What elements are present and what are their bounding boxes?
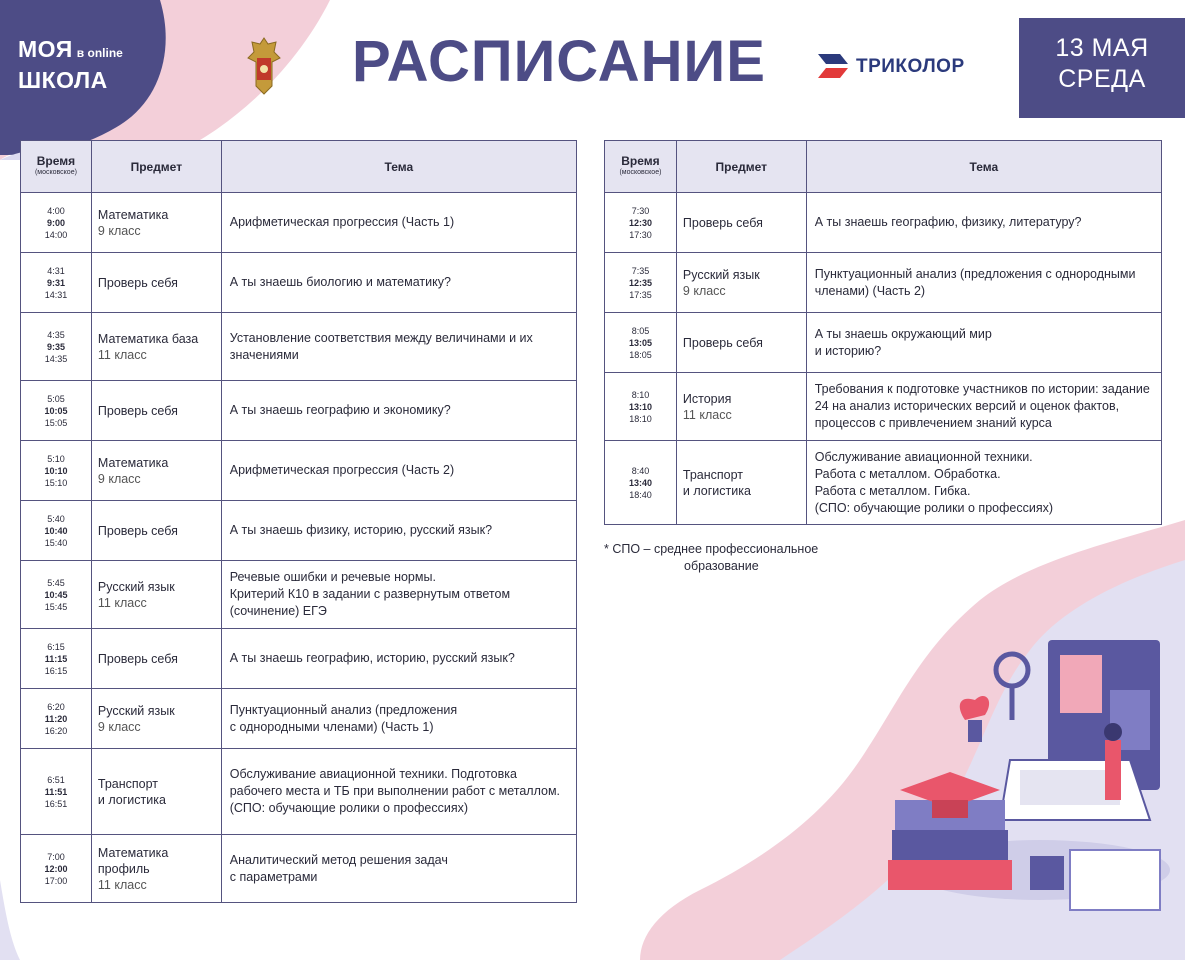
table-row	[21, 313, 577, 381]
time-local-2: 16:15	[44, 665, 68, 676]
table-header-row	[21, 141, 577, 193]
time-local-2: 15:10	[44, 477, 68, 488]
subject-name: Проверь себя	[682, 335, 763, 350]
schedule-table-left	[20, 140, 577, 903]
time-local-1: 8:05	[631, 325, 650, 336]
time-local-1: 4:31	[47, 265, 65, 276]
table-row	[21, 629, 577, 689]
time-local-2: 18:05	[629, 349, 652, 360]
grade-label: 9 класс	[97, 719, 141, 734]
subject-cell	[91, 749, 221, 835]
subject-cell	[91, 561, 221, 629]
logo-sub: в online	[76, 46, 123, 60]
topic-cell: Пунктуационный анализ (предложения с однородными членами) (Часть 1)	[221, 689, 576, 749]
subject-name: Транспорт и логистика	[97, 776, 166, 807]
grade-label: 9 класс	[97, 223, 141, 238]
subject-name: Транспорт и логистика	[682, 467, 751, 498]
logo-line1: МОЯ	[18, 36, 73, 62]
time-cell	[21, 501, 92, 561]
grade-label: 11 класс	[97, 877, 147, 892]
table-header-row	[605, 141, 1162, 193]
topic-cell: А ты знаешь географию и экономику?	[221, 381, 576, 441]
time-local-2: 14:31	[44, 289, 68, 300]
time-moscow: 13:10	[628, 401, 652, 412]
subject-cell	[676, 441, 806, 525]
topic-column-header: Тема	[806, 141, 1161, 193]
footnote-line2: образование	[684, 559, 759, 573]
time-local-2: 14:00	[44, 229, 68, 240]
time-local-2: 16:51	[44, 798, 68, 809]
topic-cell: Обслуживание авиационной техники. Подготовка рабочего места и ТБ при выполнении работ с металлом. (СПО: обучающие ролики о профессиях)	[221, 749, 576, 835]
subject-name: Проверь себя	[97, 523, 178, 538]
topic-cell: Установление соответствия между величинами и их значениями	[221, 313, 576, 381]
time-local-1: 5:45	[47, 577, 65, 588]
time-local-2: 15:40	[44, 537, 68, 548]
topic-cell: Пунктуационный анализ (предложения с однородными членами) (Часть 2)	[806, 253, 1161, 313]
time-cell	[605, 441, 677, 525]
time-cell	[605, 193, 677, 253]
date-day: 13 МАЯ	[1055, 34, 1149, 62]
subject-cell	[91, 835, 221, 903]
topic-cell: А ты знаешь географию, физику, литературу?	[806, 193, 1161, 253]
date-badge	[1019, 18, 1185, 118]
subject-column-header: Предмет	[91, 141, 221, 193]
time-cell	[21, 313, 92, 381]
time-local-2: 15:45	[44, 601, 68, 612]
topic-cell: А ты знаешь физику, историю, русский язык?	[221, 501, 576, 561]
time-cell	[21, 561, 92, 629]
subject-cell	[676, 193, 806, 253]
time-local-1: 8:10	[631, 389, 650, 400]
time-cell	[605, 373, 677, 441]
time-local-2: 17:35	[629, 289, 652, 300]
time-moscow: 12:30	[628, 217, 652, 228]
time-column-header	[605, 141, 677, 193]
time-moscow: 12:00	[44, 863, 68, 874]
subject-cell	[91, 501, 221, 561]
subject-name: Математика	[97, 455, 169, 470]
topic-cell: Арифметическая прогрессия (Часть 2)	[221, 441, 576, 501]
time-local-1: 8:40	[631, 465, 650, 476]
subject-name: Русский язык	[97, 703, 175, 718]
subject-cell	[91, 441, 221, 501]
topic-cell: А ты знаешь географию, историю, русский язык?	[221, 629, 576, 689]
grade-label: 11 класс	[97, 347, 147, 362]
subject-name: Проверь себя	[97, 403, 178, 418]
footnote	[604, 541, 818, 575]
subject-name: Математика база	[97, 331, 199, 346]
time-local-1: 5:40	[47, 513, 65, 524]
time-moscow: 10:45	[44, 589, 68, 600]
table-row	[21, 193, 577, 253]
time-local-2: 16:20	[44, 725, 68, 736]
table-row	[605, 441, 1162, 525]
time-cell	[605, 253, 677, 313]
topic-cell: Речевые ошибки и речевые нормы. Критерий К10 в задании с развернутым ответом (сочинение) ЕГЭ	[221, 561, 576, 629]
subject-cell	[676, 373, 806, 441]
topic-cell: Арифметическая прогрессия (Часть 1)	[221, 193, 576, 253]
topic-cell: Аналитический метод решения задач с параметрами	[221, 835, 576, 903]
time-local-1: 7:35	[631, 265, 650, 276]
ministry-emblem-icon	[246, 34, 282, 98]
table-row	[21, 835, 577, 903]
time-moscow: 10:40	[44, 525, 68, 536]
subject-name: Математика	[97, 207, 169, 222]
time-local-1: 5:10	[47, 453, 65, 464]
table-row	[21, 561, 577, 629]
table-row	[605, 193, 1162, 253]
time-local-1: 4:00	[47, 205, 65, 216]
time-cell	[21, 835, 92, 903]
time-moscow: 9:31	[46, 277, 65, 288]
subject-name: История	[682, 391, 732, 406]
subject-cell	[91, 381, 221, 441]
partner-name: ТРИКОЛОР	[856, 56, 965, 77]
subject-cell	[91, 689, 221, 749]
time-cell	[21, 253, 92, 313]
subject-name: Проверь себя	[97, 651, 178, 666]
table-row	[21, 441, 577, 501]
subject-name: Русский язык	[682, 267, 760, 282]
table-row	[21, 501, 577, 561]
time-moscow: 11:20	[44, 713, 68, 724]
time-cell	[21, 381, 92, 441]
topic-cell: А ты знаешь биологию и математику?	[221, 253, 576, 313]
time-local-2: 18:10	[629, 413, 652, 424]
subject-name: Русский язык	[97, 579, 175, 594]
table-row	[21, 253, 577, 313]
time-local-1: 6:20	[47, 701, 65, 712]
subject-cell	[91, 313, 221, 381]
subject-name: Проверь себя	[97, 275, 178, 290]
date-weekday: СРЕДА	[1058, 65, 1146, 93]
time-local-1: 7:30	[631, 205, 650, 216]
time-cell	[21, 689, 92, 749]
schedule-table-right	[604, 140, 1162, 525]
time-local-1: 5:05	[47, 393, 65, 404]
page-title: РАСПИСАНИЕ	[352, 29, 766, 94]
time-header-label: Время	[621, 153, 660, 168]
time-local-1: 6:51	[47, 774, 65, 785]
subject-cell	[91, 253, 221, 313]
subject-column-header: Предмет	[676, 141, 806, 193]
time-moscow: 9:00	[46, 217, 65, 228]
time-header-note: (московское)	[619, 168, 662, 176]
time-moscow: 9:35	[46, 341, 65, 352]
table-row	[605, 253, 1162, 313]
time-moscow: 13:05	[628, 337, 652, 348]
table-row	[21, 381, 577, 441]
table-row	[21, 689, 577, 749]
time-cell	[605, 313, 677, 373]
time-cell	[21, 749, 92, 835]
tricolor-mark-icon	[818, 50, 854, 82]
time-moscow: 12:35	[628, 277, 652, 288]
time-moscow: 11:15	[44, 653, 68, 664]
time-local-2: 17:00	[44, 875, 68, 886]
time-local-2: 15:05	[44, 417, 68, 428]
time-local-2: 14:35	[44, 353, 68, 364]
topic-cell: Обслуживание авиационной техники. Работа с металлом. Обработка. Работа с металлом. Гибка. (СПО: обучающие ролики о профессиях)	[806, 441, 1161, 525]
table-row	[605, 373, 1162, 441]
time-local-1: 7:00	[47, 851, 65, 862]
table-row	[21, 749, 577, 835]
time-local-2: 18:40	[629, 489, 652, 500]
time-cell	[21, 441, 92, 501]
subject-cell	[91, 193, 221, 253]
time-moscow: 11:51	[44, 786, 68, 797]
time-cell	[21, 193, 92, 253]
topic-cell: Требования к подготовке участников по истории: задание 24 на анализ исторических версий и оценок фактов, процессов с привлечением знаний курса	[806, 373, 1161, 441]
time-local-1: 4:35	[47, 329, 65, 340]
time-moscow: 10:10	[44, 465, 68, 476]
grade-label: 9 класс	[682, 283, 726, 298]
time-cell	[21, 629, 92, 689]
subject-name: Математика профиль	[97, 845, 169, 876]
grade-label: 11 класс	[97, 595, 147, 610]
time-local-2: 17:30	[629, 229, 652, 240]
time-header-label: Время	[36, 153, 76, 168]
subject-cell	[676, 313, 806, 373]
time-local-1: 6:15	[47, 641, 65, 652]
topic-cell: А ты знаешь окружающий мир и историю?	[806, 313, 1161, 373]
grade-label: 9 класс	[97, 471, 141, 486]
topic-column-header: Тема	[221, 141, 576, 193]
time-column-header	[21, 141, 92, 193]
time-moscow: 10:05	[44, 405, 68, 416]
logo-line2: ШКОЛА	[18, 67, 108, 93]
table-row	[605, 313, 1162, 373]
grade-label: 11 класс	[682, 407, 732, 422]
subject-cell	[91, 629, 221, 689]
moya-shkola-logo	[18, 36, 123, 94]
footnote-line1: * СПО – среднее профессиональное	[604, 542, 819, 556]
subject-cell	[676, 253, 806, 313]
time-header-note: (московское)	[34, 168, 77, 176]
subject-name: Проверь себя	[682, 215, 763, 230]
time-moscow: 13:40	[628, 477, 652, 488]
